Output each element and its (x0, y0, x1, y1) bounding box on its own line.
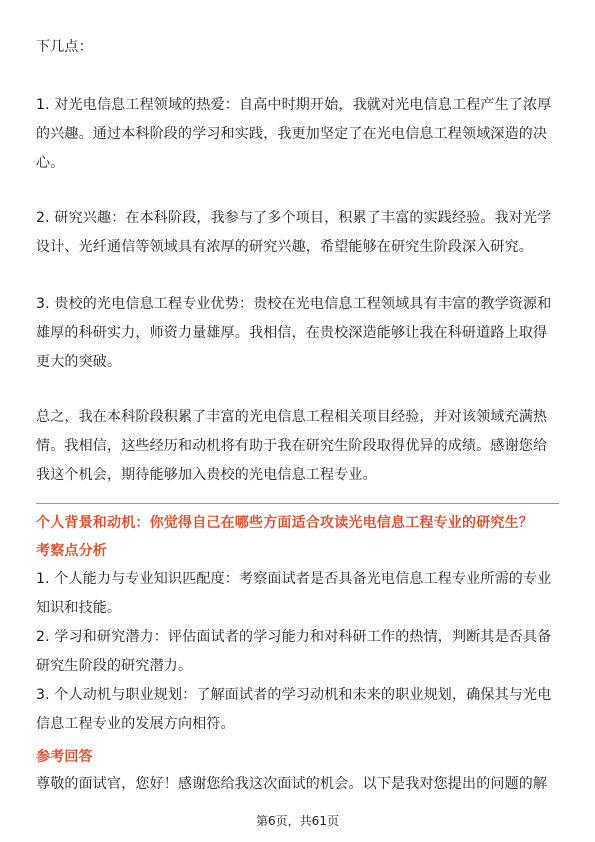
analysis-item-1: 1. 个人能力与专业知识匹配度：考察面试者是否具备光电信息工程专业所需的专业知识和技能。 (36, 571, 552, 616)
question-title: 个人背景和动机：你觉得自己在哪些方面适合攻读光电信息工程专业的研究生？ (36, 515, 533, 531)
section-divider (36, 503, 559, 504)
answer-heading: 参考回答 (36, 749, 93, 765)
reason-item-1: 1. 对光电信息工程领域的热爱：自高中时期开始，我就对光电信息工程产生了浓厚的兴趣。通过本科阶段的学习和实践，我更加坚定了在光电信息工程领域深造的决心。 (36, 97, 552, 171)
reason-item-3: 3. 贵校的光电信息工程专业优势：贵校在光电信息工程领域具有丰富的教学资源和雄厚的科研实力，师资力量雄厚。我相信，在贵校深造能够让我在科研道路上取得更大的突破。 (36, 296, 552, 370)
page-number: 第6页，共61页 (256, 814, 339, 828)
analysis-item-3: 3. 个人动机与职业规划：了解面试者的学习动机和未来的职业规划，确保其与光电信息工程专业的发展方向相符。 (36, 687, 552, 732)
reason-item-2: 2. 研究兴趣：在本科阶段，我参与了多个项目，积累了丰富的实践经验。我对光学设计、光纤通信等领域具有浓厚的研究兴趣，希望能够在研究生阶段深入研究。 (36, 210, 552, 255)
analysis-heading: 考察点分析 (36, 543, 107, 559)
intro-text: 下几点： (36, 39, 93, 55)
analysis-item-2: 2. 学习和研究潜力：评估面试者的学习能力和对科研工作的热情，判断其是否具备研究生阶段的研究潜力。 (36, 629, 552, 674)
conclusion-paragraph: 总之，我在本科阶段积累了丰富的光电信息工程相关项目经验，并对该领域充满热情。我相信，这些经历和动机将有助于我在研究生阶段取得优异的成绩。感谢您给我这个机会，期待能够加入贵校的光电信息工程专业。 (36, 409, 548, 483)
answer-text: 尊敬的面试官，您好！感谢您给我这次面试的机会。以下是我对您提出的问题的解 (36, 776, 548, 792)
